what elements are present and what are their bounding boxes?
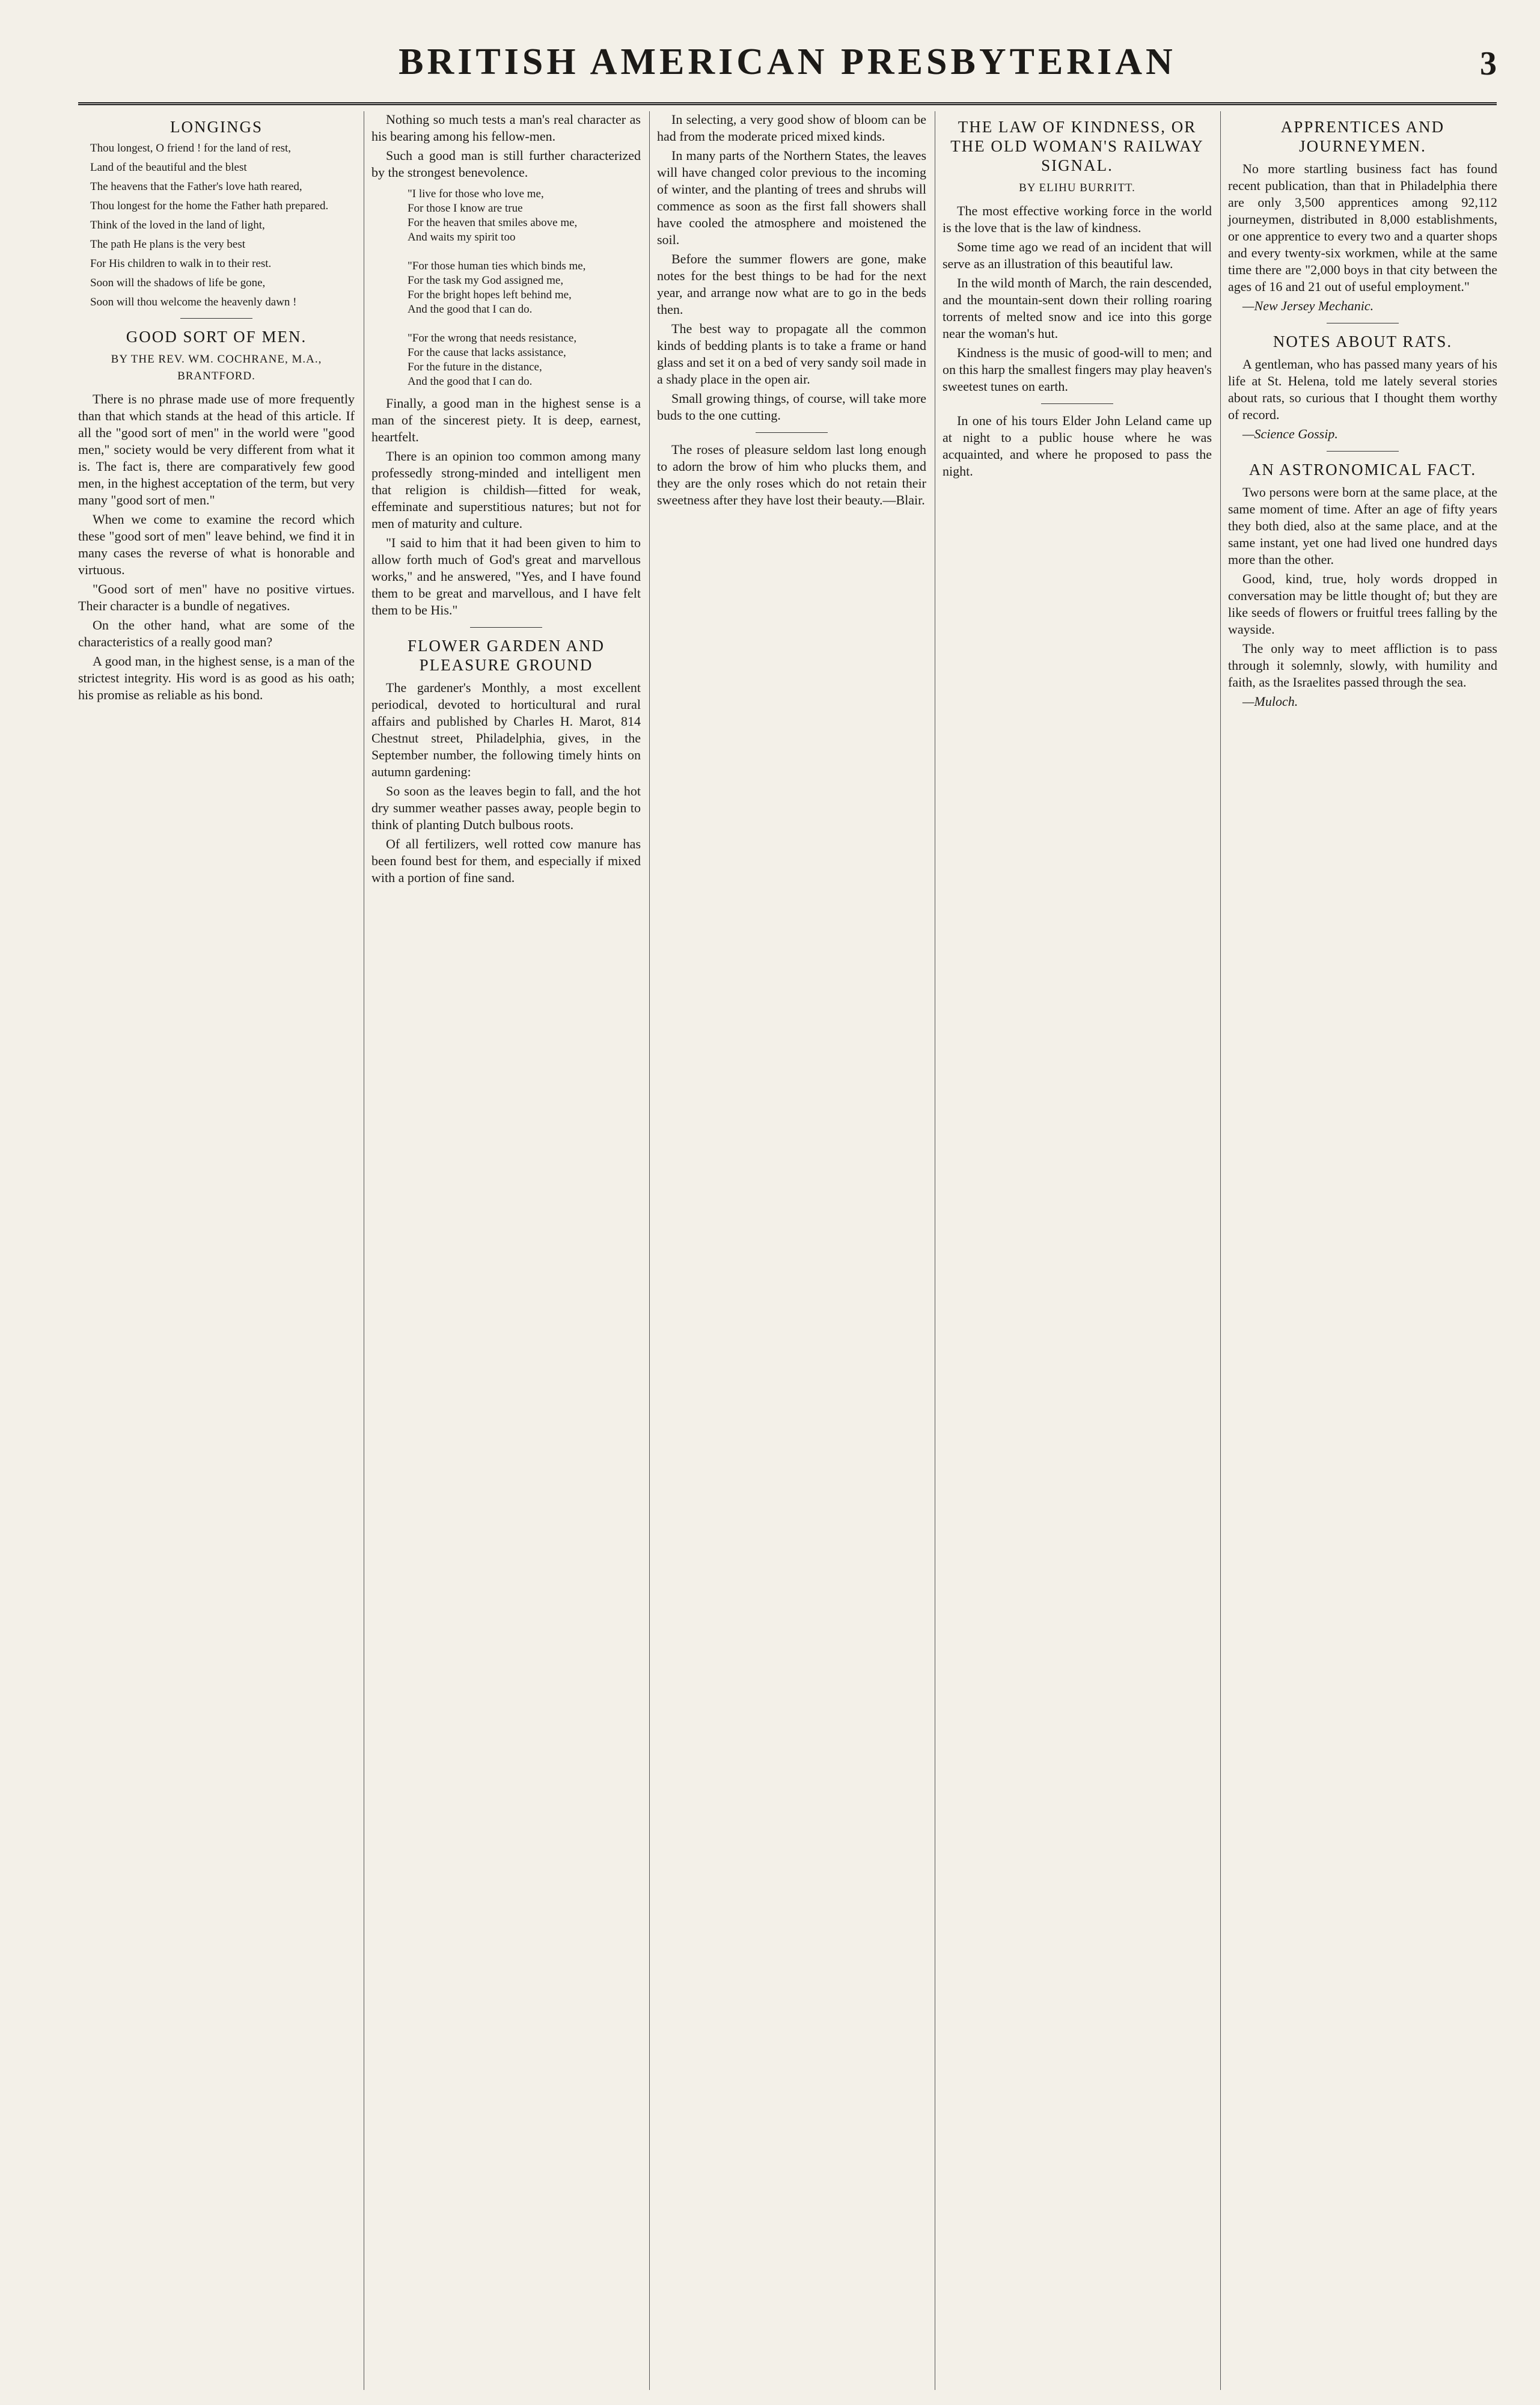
paragraph: Two persons were born at the same place, at the same moment of time. After an age of fifty years they both died, also at the same place, and at the same instant, yet one had lived one hundred days more than the other. [1228,485,1497,567]
paragraph: When we come to examine the record which these "good sort of men" leave behind, we find it in many cases the reverse of what is honorable and virtuous. [78,512,355,577]
hymn-line: "I live for those who love me, [408,188,544,200]
source-credit: —New Jersey Mechanic. [1242,298,1374,313]
hymn-line: For the task my God assigned me, [408,274,564,287]
paragraph: On the other hand, what are some of the characteristics of a really good man? [78,617,355,649]
divider [756,432,828,433]
article-title-good-sort: GOOD SORT OF MEN. [126,328,307,346]
paragraph: Such a good man is still further characterized by the strongest benevolence. [371,148,641,180]
source-credit: —Muloch. [1242,694,1298,709]
byline: BY ELIHU BURRITT. [1019,182,1135,194]
article-title-flower-garden: FLOWER GARDEN AND PLEASURE GROUND [408,637,605,674]
paragraph: In one of his tours Elder John Leland came up at night to a public house where he was acquainted, and where he proposed to pass the night. [943,413,1212,479]
paragraph: The only way to meet affliction is to pass through it solemnly, slowly, with humility and faith, as the Israelites passed through the sea. [1228,641,1497,690]
paragraph: The roses of pleasure seldom last long enough to adorn the brow of him who plucks them, and they are the only roses which do not retain their sweetness after they have lost their beauty.—Blair. [657,442,926,507]
paragraph: Small growing things, of course, will take more buds to the one cutting. [657,391,926,423]
hymn-line: For the bright hopes left behind me, [408,289,572,301]
divider [1041,403,1113,404]
hymn-line: For the cause that lacks assistance, [408,346,566,359]
paragraph: Before the summer flowers are gone, make notes for the best things to be had for the next year, and arrange now what are to go in the beds then. [657,251,926,317]
paragraph: There is an opinion too common among many professedly strong-minded and intelligent men that religion is childish—fitted for weak, effeminate and superstitious natures; but not for men of maturity and culture. [371,449,641,531]
paragraph: "Good sort of men" have no positive virtues. Their character is a bundle of negatives. [78,581,355,613]
paragraph: In many parts of the Northern States, the leaves will have changed color previous to the incoming of winter, and the planting of trees and shrubs will commence as soon as the first fall showers shall have cooled the atmosphere and moistened the soil. [657,148,926,247]
hymn-line: And the good that I can do. [408,375,533,388]
paragraph: Good, kind, true, holy words dropped in conversation may be little thought of; but they are like seeds of flowers or fruitful trees falling by the wayside. [1228,571,1497,637]
article-title-notes-rats: NOTES ABOUT RATS. [1273,332,1453,351]
hymn-line: And waits my spirit too [408,231,516,244]
masthead [78,36,1497,105]
article-title-longings: LONGINGS [170,118,263,136]
poem-line: The path He plans is the very best [90,238,246,251]
poem-line: For His children to walk in to their rest. [90,257,272,270]
hymn-line: And the good that I can do. [408,303,533,316]
poem-line: Soon will thou welcome the heavenly dawn ! [90,296,297,308]
paragraph: A good man, in the highest sense, is a man of the strictest integrity. His word is as good as his oath; his promise as reliable as his bond. [78,654,355,702]
hymn-line: For the heaven that smiles above me, [408,216,578,229]
paragraph: So soon as the leaves begin to fall, and the hot dry summer weather passes away, people begin to think of planting Dutch bulbous roots. [371,783,641,832]
column-4 [935,111,1212,2390]
poem-line: The heavens that the Father's love hath reared, [90,180,302,193]
divider [1327,451,1399,452]
divider [180,318,252,319]
poem-line: Thou longest, O friend ! for the land of rest, [90,142,291,155]
poem-line: Soon will the shadows of life be gone, [90,277,266,289]
paragraph: A gentleman, who has passed many years of his life at St. Helena, told me lately several stories about rats, so curious that I thought them worthy of record. [1228,357,1497,422]
paragraph: Of all fertilizers, well rotted cow manure has been found best for them, and especially if mixed with a portion of fine sand. [371,836,641,885]
divider [470,627,542,628]
hymn-line: For the future in the distance, [408,361,542,373]
paragraph: Kindness is the music of good-will to men; and on this harp the smallest fingers may play heaven's sweetest tunes on earth. [943,345,1212,394]
article-title-law-of-kindness: THE LAW OF KINDNESS, OR THE OLD WOMAN'S RAILWAY SIGNAL. [950,118,1204,174]
poem-line: Thou longest for the home the Father hath prepared. [90,200,329,212]
paragraph: There is no phrase made use of more frequently than that which stands at the head of this article. If all the "good sort of men" in the world were "good men," society would be very different from what it is. The fact is, there are comparatively few good men, in the highest acceptation of the term, but very many "good sort of men." [78,391,355,507]
article-title-astronomical: AN ASTRONOMICAL FACT. [1248,461,1477,479]
byline: BY THE REV. WM. COCHRANE, M.A., BRANTFORD. [111,353,322,382]
paragraph: Some time ago we read of an incident that will serve as an illustration of this beautiful law. [943,239,1212,271]
paragraph: Finally, a good man in the highest sense is a man of the sincerest piety. It is deep, earnest, heartfelt. [371,396,641,444]
hymn-line: "For the wrong that needs resistance, [408,332,577,345]
newspaper-title: BRITISH AMERICAN PRESBYTERIAN [399,41,1176,82]
paragraph: The gardener's Monthly, a most excellent periodical, devoted to horticultural and rural affairs and published by Charles H. Marot, 814 Chestnut street, Philadelphia, gives, in the September number, the following timely hints on autumn gardening: [371,680,641,779]
column-1 [78,111,355,2390]
poem-line: Land of the beautiful and the blest [90,161,247,174]
paragraph: The best way to propagate all the common kinds of bedding plants is to take a frame or hand glass and set it on a bed of very sandy soil made in a shady place in the open air. [657,321,926,387]
poem-longings [78,141,355,310]
page-number: 3 [1480,45,1497,82]
hymn-quote [371,187,641,389]
hymn-line: For those I know are true [408,202,523,215]
column-5 [1220,111,1497,2390]
hymn-line: "For those human ties which binds me, [408,260,586,272]
source-credit: —Science Gossip. [1242,426,1338,441]
paragraph: In the wild month of March, the rain descended, and the mountain-sent down their rolling roaring torrents of melted snow and ice into this gorge near the woman's hut. [943,275,1212,341]
paragraph: No more startling business fact has found recent publication, than that in Philadelphia there are only 3,500 apprentices among 92,112 journeymen, distributed in 8,000 establishments, or one apprentice to every two and a quarter shops and every twenty-six workmen, while at the same time there are "2,000 boys in that city between the ages of 16 and 21 out of useful employment." [1228,161,1497,294]
column-3 [649,111,926,2390]
paragraph: In selecting, a very good show of bloom can be had from the moderate priced mixed kinds. [657,112,926,144]
poem-line: Think of the loved in the land of light, [90,219,265,231]
paragraph: Nothing so much tests a man's real character as his bearing among his fellow-men. [371,112,641,144]
paragraph: "I said to him that it had been given to him to allow forth much of God's great and marvellous works," and he answered, "Yes, and I have found them to be great and marvellous, and I have felt them to be His." [371,535,641,617]
article-title-apprentices: APPRENTICES AND JOURNEYMEN. [1280,118,1445,155]
column-2 [364,111,641,2390]
newspaper-columns [78,111,1497,2390]
paragraph: The most effective working force in the world is the love that is the law of kindness. [943,203,1212,235]
